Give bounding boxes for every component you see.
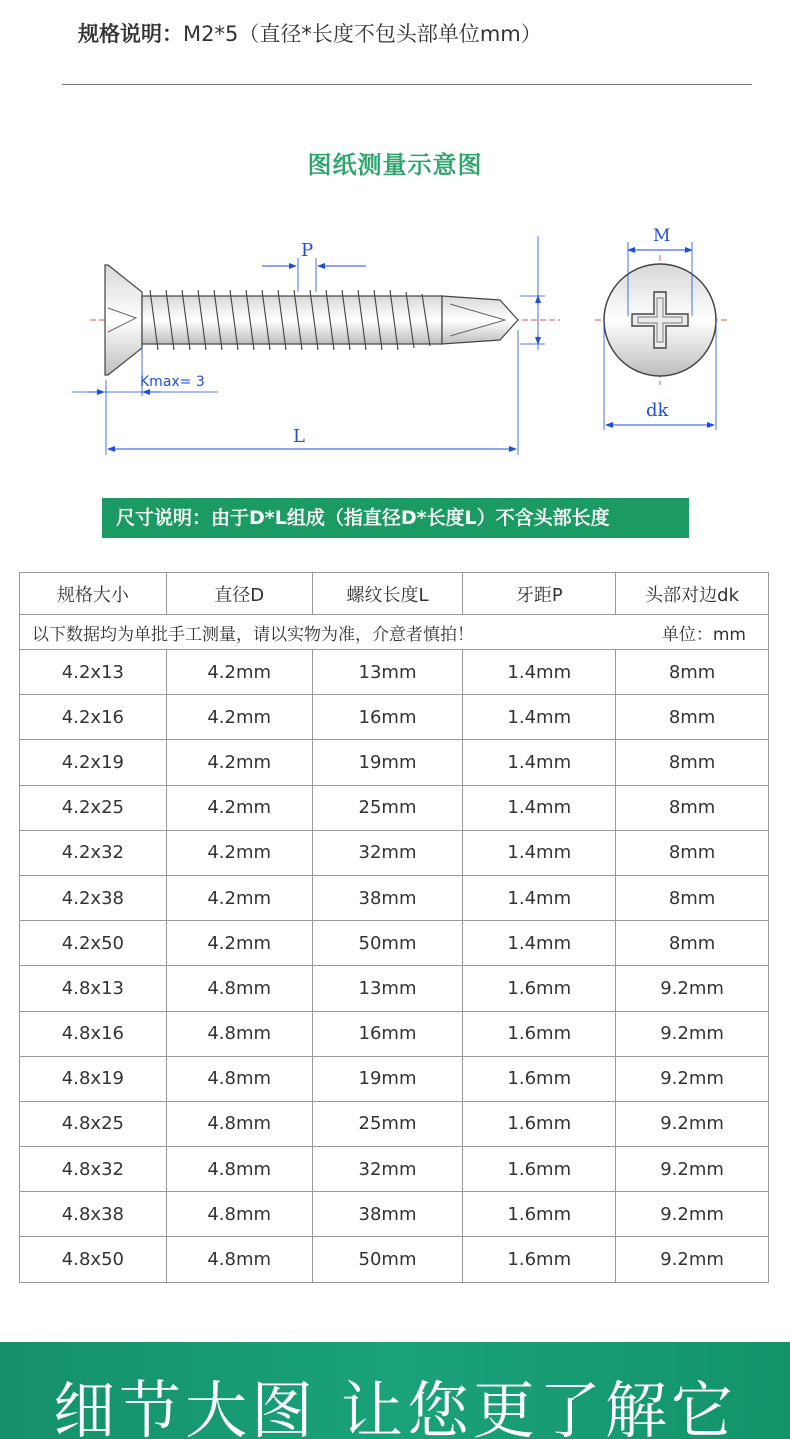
cell-pitch: 1.6mm bbox=[463, 1192, 616, 1237]
cell-pitch: 1.4mm bbox=[463, 785, 616, 830]
header-thread-length: 螺纹长度L bbox=[312, 573, 463, 615]
screw-head bbox=[105, 265, 142, 375]
screw-head-top-view bbox=[595, 255, 730, 385]
cell-size: 4.8x50 bbox=[20, 1237, 167, 1282]
cell-diameter: 4.2mm bbox=[166, 875, 312, 920]
table-row bbox=[20, 695, 769, 740]
label-dk: dk bbox=[646, 400, 669, 421]
cell-head-width: 9.2mm bbox=[616, 1237, 769, 1282]
table-row bbox=[20, 1237, 769, 1282]
cell-thread-length: 16mm bbox=[312, 695, 463, 740]
table-row bbox=[20, 966, 769, 1011]
spec-table bbox=[19, 572, 769, 1283]
spec-value: M2*5（直径*长度不包头部单位mm） bbox=[183, 22, 542, 46]
cell-thread-length: 38mm bbox=[312, 1192, 463, 1237]
size-note-banner: 尺寸说明：由于D*L组成（指直径D*长度L）不含头部长度 bbox=[102, 498, 689, 538]
cell-size: 4.8x13 bbox=[20, 966, 167, 1011]
cell-thread-length: 13mm bbox=[312, 650, 463, 695]
cell-diameter: 4.8mm bbox=[166, 1101, 312, 1146]
cell-head-width: 8mm bbox=[616, 921, 769, 966]
table-row bbox=[20, 785, 769, 830]
header-head-width: 头部对边dk bbox=[616, 573, 769, 615]
diagram-title: 图纸测量示意图 bbox=[307, 151, 483, 179]
cell-size: 4.8x16 bbox=[20, 1011, 167, 1056]
cell-thread-length: 16mm bbox=[312, 1011, 463, 1056]
cell-pitch: 1.6mm bbox=[463, 1101, 616, 1146]
table-note-row bbox=[20, 615, 769, 650]
cell-pitch: 1.6mm bbox=[463, 1147, 616, 1192]
label-p: P bbox=[301, 240, 314, 261]
cell-pitch: 1.4mm bbox=[463, 650, 616, 695]
cell-size: 4.2x38 bbox=[20, 875, 167, 920]
header-pitch: 牙距P bbox=[463, 573, 616, 615]
cell-head-width: 8mm bbox=[616, 695, 769, 740]
cell-thread-length: 19mm bbox=[312, 1056, 463, 1101]
table-row bbox=[20, 830, 769, 875]
cell-head-width: 8mm bbox=[616, 740, 769, 785]
table-row bbox=[20, 1147, 769, 1192]
table-row bbox=[20, 1011, 769, 1056]
cell-thread-length: 38mm bbox=[312, 875, 463, 920]
cell-head-width: 9.2mm bbox=[616, 1101, 769, 1146]
table-row bbox=[20, 650, 769, 695]
table-note: 以下数据均为单批手工测量，请以实物为准，介意者慎拍！ bbox=[32, 624, 474, 645]
cell-size: 4.2x19 bbox=[20, 740, 167, 785]
cell-diameter: 4.8mm bbox=[166, 1147, 312, 1192]
cell-thread-length: 32mm bbox=[312, 830, 463, 875]
footer-text: 细节大图 让您更了解它 bbox=[53, 1374, 737, 1439]
header-size: 规格大小 bbox=[20, 573, 167, 615]
table-note-cell bbox=[20, 615, 769, 650]
cell-pitch: 1.4mm bbox=[463, 830, 616, 875]
cell-pitch: 1.6mm bbox=[463, 966, 616, 1011]
cell-thread-length: 50mm bbox=[312, 1237, 463, 1282]
cell-pitch: 1.4mm bbox=[463, 740, 616, 785]
cell-diameter: 4.2mm bbox=[166, 921, 312, 966]
cell-diameter: 4.2mm bbox=[166, 740, 312, 785]
cell-diameter: 4.8mm bbox=[166, 1192, 312, 1237]
cell-head-width: 8mm bbox=[616, 785, 769, 830]
cell-head-width: 9.2mm bbox=[616, 1011, 769, 1056]
label-m: M bbox=[653, 226, 671, 246]
cell-thread-length: 25mm bbox=[312, 1101, 463, 1146]
table-row bbox=[20, 1056, 769, 1101]
table-unit: 单位：mm bbox=[661, 624, 746, 645]
cell-diameter: 4.8mm bbox=[166, 1237, 312, 1282]
cell-pitch: 1.4mm bbox=[463, 695, 616, 740]
cell-pitch: 1.6mm bbox=[463, 1011, 616, 1056]
table-row bbox=[20, 1192, 769, 1237]
cell-size: 4.8x19 bbox=[20, 1056, 167, 1101]
cell-thread-length: 19mm bbox=[312, 740, 463, 785]
label-kmax: Kmax= 3 bbox=[140, 374, 205, 390]
label-l: L bbox=[293, 426, 305, 447]
cell-diameter: 4.8mm bbox=[166, 1056, 312, 1101]
cell-thread-length: 25mm bbox=[312, 785, 463, 830]
table-header-row bbox=[20, 573, 769, 615]
cell-head-width: 8mm bbox=[616, 875, 769, 920]
cell-size: 4.2x50 bbox=[20, 921, 167, 966]
cell-head-width: 9.2mm bbox=[616, 1147, 769, 1192]
cell-thread-length: 13mm bbox=[312, 966, 463, 1011]
cell-pitch: 1.6mm bbox=[463, 1237, 616, 1282]
cell-diameter: 4.2mm bbox=[166, 830, 312, 875]
header-diameter: 直径D bbox=[166, 573, 312, 615]
cell-size: 4.2x13 bbox=[20, 650, 167, 695]
spec-label: 规格说明： bbox=[78, 22, 183, 46]
cell-diameter: 4.2mm bbox=[166, 695, 312, 740]
divider bbox=[62, 84, 752, 85]
cell-diameter: 4.2mm bbox=[166, 785, 312, 830]
cell-diameter: 4.2mm bbox=[166, 650, 312, 695]
cell-pitch: 1.4mm bbox=[463, 921, 616, 966]
cell-size: 4.2x32 bbox=[20, 830, 167, 875]
screw-drawing-svg bbox=[0, 220, 790, 470]
cell-head-width: 8mm bbox=[616, 830, 769, 875]
cell-size: 4.2x25 bbox=[20, 785, 167, 830]
table-body bbox=[20, 650, 769, 1283]
table-row bbox=[20, 875, 769, 920]
cell-head-width: 9.2mm bbox=[616, 1056, 769, 1101]
cell-pitch: 1.6mm bbox=[463, 1056, 616, 1101]
cell-diameter: 4.8mm bbox=[166, 966, 312, 1011]
cell-size: 4.8x32 bbox=[20, 1147, 167, 1192]
cell-head-width: 9.2mm bbox=[616, 1192, 769, 1237]
cell-diameter: 4.8mm bbox=[166, 1011, 312, 1056]
cell-size: 4.2x16 bbox=[20, 695, 167, 740]
cell-head-width: 8mm bbox=[616, 650, 769, 695]
cell-thread-length: 50mm bbox=[312, 921, 463, 966]
table-row bbox=[20, 921, 769, 966]
cell-thread-length: 32mm bbox=[312, 1147, 463, 1192]
spec-description bbox=[78, 18, 542, 48]
footer-banner bbox=[0, 1342, 790, 1439]
screw-drawing bbox=[0, 220, 790, 470]
table-row bbox=[20, 740, 769, 785]
cell-head-width: 9.2mm bbox=[616, 966, 769, 1011]
cell-size: 4.8x38 bbox=[20, 1192, 167, 1237]
table-row bbox=[20, 1101, 769, 1146]
cell-pitch: 1.4mm bbox=[463, 875, 616, 920]
cell-size: 4.8x25 bbox=[20, 1101, 167, 1146]
screw-shank bbox=[142, 290, 518, 350]
